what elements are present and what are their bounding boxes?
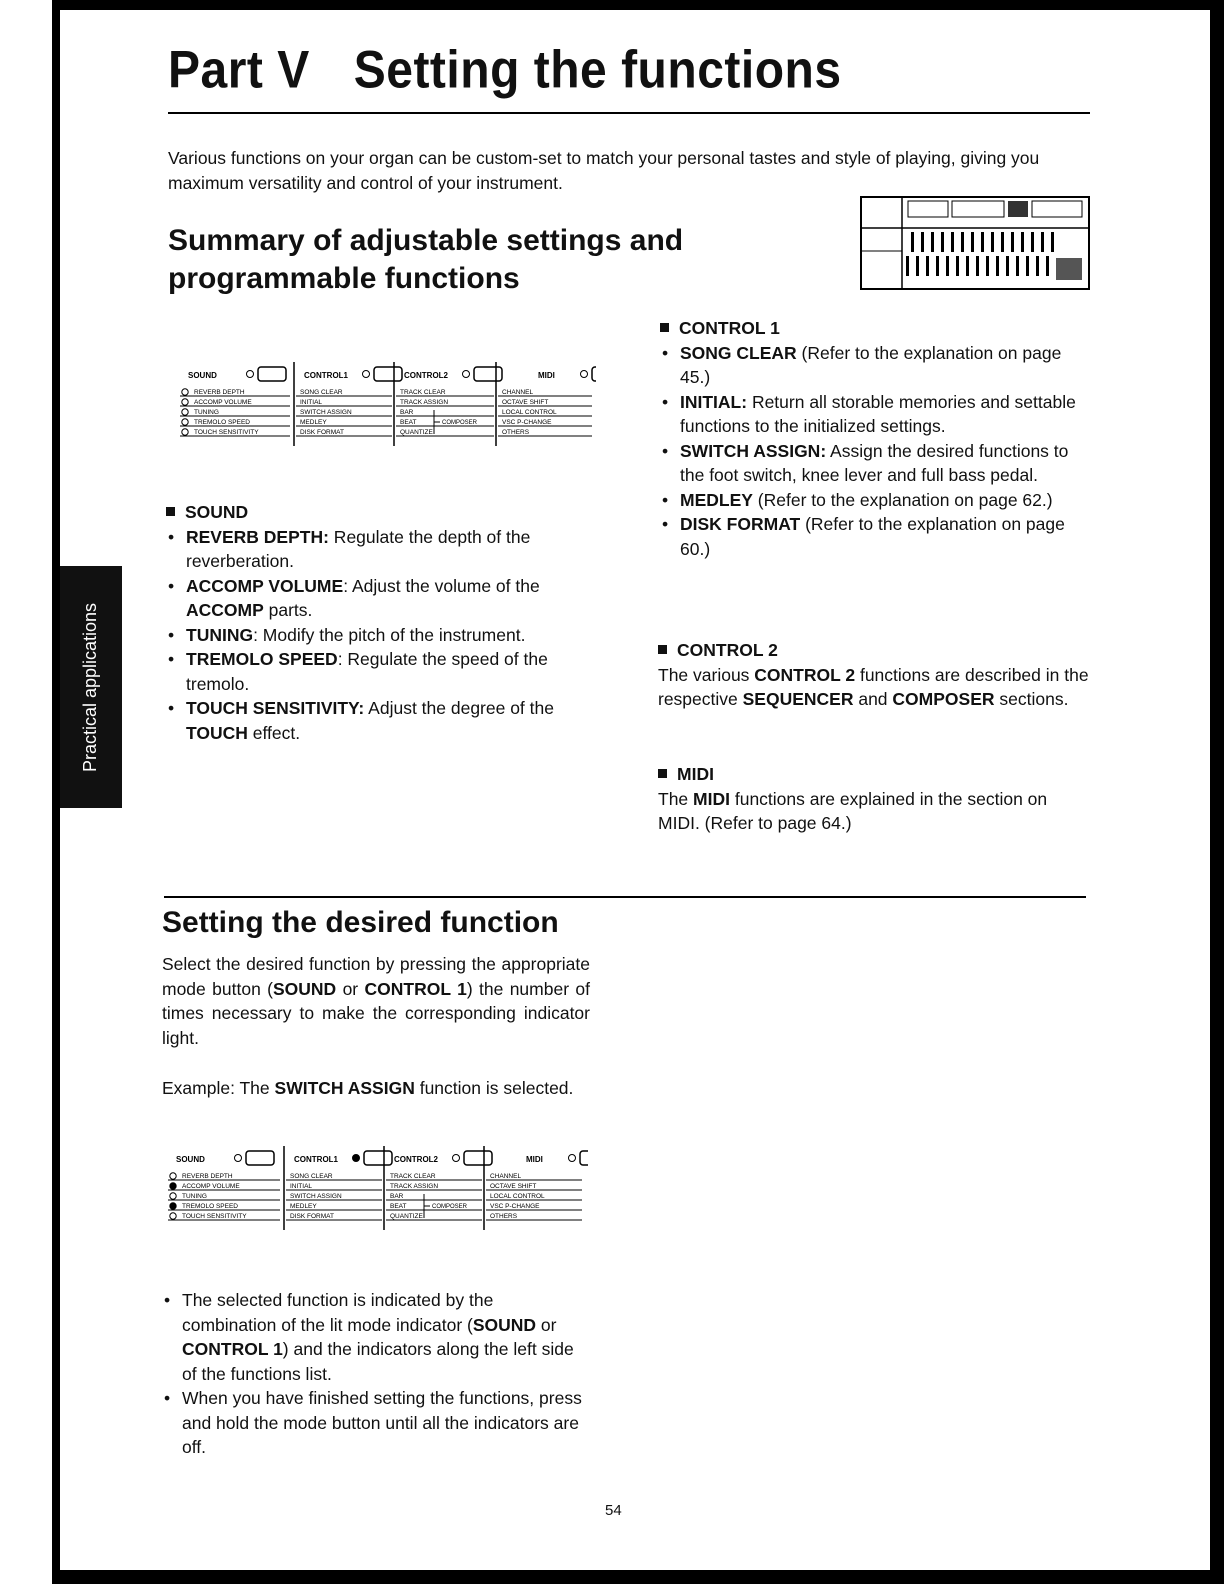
- function-label: OTHERS: [490, 1213, 518, 1220]
- function-indicator-icon: [182, 419, 188, 425]
- function-label: QUANTIZE: [390, 1213, 423, 1220]
- key-mark: [986, 256, 989, 276]
- function-label: TUNING: [182, 1193, 207, 1200]
- function-label: TUNING: [194, 409, 219, 416]
- sound-heading: SOUND: [166, 500, 596, 525]
- function-indicator-icon: [170, 1183, 176, 1189]
- mode-indicator-icon: [463, 371, 470, 378]
- function-panel-diagram: [176, 360, 596, 460]
- list-item: • SONG CLEAR (Refer to the explanation on page 45.): [660, 341, 1090, 390]
- function-indicator-icon: [182, 409, 188, 415]
- function-label: BAR: [390, 1193, 404, 1200]
- key-mark: [1051, 232, 1054, 252]
- mode-button-icon: [258, 367, 286, 381]
- mode-button-icon: [474, 367, 502, 381]
- square-bullet-icon: [658, 645, 667, 654]
- list-item: • REVERB DEPTH: Regulate the depth of the reverberation.: [166, 525, 596, 574]
- mode-label: SOUND: [176, 1155, 205, 1164]
- mode-label: CONTROL2: [394, 1155, 438, 1164]
- function-label: CHANNEL: [502, 389, 534, 396]
- mode-indicator-icon: [353, 1155, 360, 1162]
- key-mark: [926, 256, 929, 276]
- control1-list: [660, 341, 1090, 562]
- function-label: DISK FORMAT: [290, 1213, 334, 1220]
- control2-paragraph: The various CONTROL 2 functions are described in the respective SEQUENCER and COMPOSER sections.: [658, 664, 1089, 709]
- function-label: TREMOLO SPEED: [194, 419, 250, 426]
- key-mark: [906, 256, 909, 276]
- midi-paragraph: The MIDI functions are explained in the section on MIDI. (Refer to page 64.): [658, 788, 1048, 833]
- page-title-text: Setting the functions: [353, 41, 842, 100]
- mode-label: MIDI: [538, 371, 555, 380]
- function-label: VSC P-CHANGE: [502, 419, 552, 426]
- midi-section: [658, 762, 1090, 836]
- key-mark: [1041, 232, 1044, 252]
- function-label: BEAT: [390, 1203, 407, 1210]
- summary-heading: [168, 222, 683, 298]
- function-indicator-icon: [170, 1193, 176, 1199]
- function-label: BAR: [400, 409, 414, 416]
- function-label: OTHERS: [502, 429, 530, 436]
- square-bullet-icon: [658, 769, 667, 778]
- midi-heading: MIDI: [658, 762, 1090, 787]
- summary-heading-line1: Summary of adjustable settings and: [168, 224, 684, 257]
- control2-heading: CONTROL 2: [658, 638, 1090, 663]
- example-paragraph: Example: The SWITCH ASSIGN function is selected.: [162, 1078, 574, 1098]
- function-label: SONG CLEAR: [300, 389, 343, 396]
- function-label: BEAT: [400, 419, 417, 426]
- key-mark: [1006, 256, 1009, 276]
- list-item: • When you have finished setting the functions, press and hold the mode button until all the indicators are off.: [162, 1386, 590, 1460]
- function-label: ACCOMP VOLUME: [194, 399, 252, 406]
- list-item: • INITIAL: Return all storable memories and settable functions to the initialized settings.: [660, 390, 1090, 439]
- control2-section: [658, 638, 1090, 712]
- mode-label: SOUND: [188, 371, 217, 380]
- function-label: TOUCH SENSITIVITY: [194, 429, 259, 436]
- key-mark: [976, 256, 979, 276]
- mode-indicator-icon: [235, 1155, 242, 1162]
- function-label: ACCOMP VOLUME: [182, 1183, 240, 1190]
- key-mark: [941, 232, 944, 252]
- function-label: OCTAVE SHIFT: [502, 399, 549, 406]
- function-label: QUANTIZE: [400, 429, 433, 436]
- page-frame-right: [1210, 0, 1224, 1584]
- list-item: • MEDLEY (Refer to the explanation on page 62.): [660, 488, 1090, 513]
- mode-button-icon: [592, 367, 596, 381]
- list-item: • The selected function is indicated by the combination of the lit mode indicator (SOUND or CONTROL 1) and the indicators along the left side of the functions list.: [162, 1288, 590, 1386]
- key-mark: [1016, 256, 1019, 276]
- key-mark: [951, 232, 954, 252]
- section-rule: [164, 896, 1086, 898]
- list-item: • TREMOLO SPEED: Regulate the speed of the tremolo.: [166, 647, 596, 696]
- key-mark: [911, 232, 914, 252]
- control1-section: [660, 316, 1090, 561]
- mode-label: CONTROL1: [304, 371, 348, 380]
- function-label: TOUCH SENSITIVITY: [182, 1213, 247, 1220]
- function-label: TRACK CLEAR: [390, 1173, 436, 1180]
- key-mark: [956, 256, 959, 276]
- function-label: MEDLEY: [300, 419, 327, 426]
- square-bullet-icon: [166, 507, 175, 516]
- setting-paragraph: Select the desired function by pressing the appropriate mode button (SOUND or CONTROL 1) the number of times necessary to make the corresponding indicator light.: [162, 954, 591, 1048]
- list-item: • TUNING: Modify the pitch of the instrument.: [166, 623, 596, 648]
- sound-section: [166, 500, 596, 745]
- key-mark: [966, 256, 969, 276]
- list-item: • DISK FORMAT (Refer to the explanation on page 60.): [660, 512, 1090, 561]
- mode-button-icon: [374, 367, 402, 381]
- page-title-part: Part V: [168, 41, 310, 100]
- function-indicator-icon: [170, 1173, 176, 1179]
- function-label: SONG CLEAR: [290, 1173, 333, 1180]
- mode-indicator-icon: [363, 371, 370, 378]
- function-label: TRACK ASSIGN: [390, 1183, 439, 1190]
- function-indicator-icon: [170, 1213, 176, 1219]
- key-mark: [961, 232, 964, 252]
- list-item: • TOUCH SENSITIVITY: Adjust the degree of the TOUCH effect.: [166, 696, 596, 745]
- function-indicator-icon: [182, 429, 188, 435]
- key-mark: [916, 256, 919, 276]
- function-label: REVERB DEPTH: [194, 389, 245, 396]
- mode-button-icon: [580, 1151, 588, 1165]
- key-mark: [931, 232, 934, 252]
- page-title: [168, 40, 842, 101]
- composer-label: COMPOSER: [432, 1204, 468, 1210]
- key-mark: [1031, 232, 1034, 252]
- sound-list: [166, 525, 596, 746]
- function-indicator-icon: [182, 389, 188, 395]
- function-label: REVERB DEPTH: [182, 1173, 233, 1180]
- page-frame-bottom: [52, 1570, 1224, 1584]
- function-label: VSC P-CHANGE: [490, 1203, 540, 1210]
- mode-indicator-icon: [453, 1155, 460, 1162]
- mode-button-icon: [364, 1151, 392, 1165]
- function-label: TRACK ASSIGN: [400, 399, 449, 406]
- title-rule: [168, 112, 1090, 114]
- side-section-tab: [60, 566, 122, 808]
- composer-label: COMPOSER: [442, 420, 478, 426]
- summary-heading-line2: programmable functions: [168, 262, 520, 295]
- function-label: LOCAL CONTROL: [502, 409, 557, 416]
- function-panel-example-diagram: [158, 1144, 588, 1256]
- setting-notes: [162, 1288, 590, 1460]
- page-number: 54: [605, 1502, 622, 1519]
- function-indicator-icon: [182, 399, 188, 405]
- page-frame-top: [52, 0, 1224, 10]
- function-label: INITIAL: [290, 1183, 313, 1190]
- key-mark: [1036, 256, 1039, 276]
- function-label: TRACK CLEAR: [400, 389, 446, 396]
- key-mark: [1001, 232, 1004, 252]
- list-item: • ACCOMP VOLUME: Adjust the volume of the ACCOMP parts.: [166, 574, 596, 623]
- mode-label: CONTROL2: [404, 371, 448, 380]
- function-label: INITIAL: [300, 399, 323, 406]
- key-mark: [991, 232, 994, 252]
- mode-indicator-icon: [581, 371, 588, 378]
- function-label: CHANNEL: [490, 1173, 522, 1180]
- key-mark: [996, 256, 999, 276]
- mode-label: CONTROL1: [294, 1155, 338, 1164]
- function-label: LOCAL CONTROL: [490, 1193, 545, 1200]
- square-bullet-icon: [660, 323, 669, 332]
- function-label: SWITCH ASSIGN: [290, 1193, 342, 1200]
- setting-heading: Setting the desired function: [162, 906, 559, 939]
- organ-panel-illustration: [860, 196, 1090, 290]
- function-label: TREMOLO SPEED: [182, 1203, 238, 1210]
- mode-button-icon: [464, 1151, 492, 1165]
- key-mark: [936, 256, 939, 276]
- intro-paragraph: Various functions on your organ can be custom-set to match your personal tastes and style of playing, giving you maximum versatility and control of your instrument.: [168, 148, 1040, 193]
- mode-indicator-icon: [247, 371, 254, 378]
- page-frame-left: [52, 0, 60, 1584]
- setting-notes-list: [162, 1288, 590, 1460]
- key-mark: [1021, 232, 1024, 252]
- function-label: DISK FORMAT: [300, 429, 344, 436]
- key-mark: [1026, 256, 1029, 276]
- mode-label: MIDI: [526, 1155, 543, 1164]
- key-mark: [1046, 256, 1049, 276]
- key-mark: [921, 232, 924, 252]
- key-mark: [971, 232, 974, 252]
- function-label: SWITCH ASSIGN: [300, 409, 352, 416]
- mode-button-icon: [246, 1151, 274, 1165]
- function-label: OCTAVE SHIFT: [490, 1183, 537, 1190]
- list-item: • SWITCH ASSIGN: Assign the desired functions to the foot switch, knee lever and full bass pedal.: [660, 439, 1090, 488]
- function-indicator-icon: [170, 1203, 176, 1209]
- side-tab-label: Practical applications: [80, 602, 101, 772]
- function-label: MEDLEY: [290, 1203, 317, 1210]
- key-mark: [1011, 232, 1014, 252]
- mode-indicator-icon: [569, 1155, 576, 1162]
- key-mark: [946, 256, 949, 276]
- control1-heading: CONTROL 1: [660, 316, 1090, 341]
- key-mark: [981, 232, 984, 252]
